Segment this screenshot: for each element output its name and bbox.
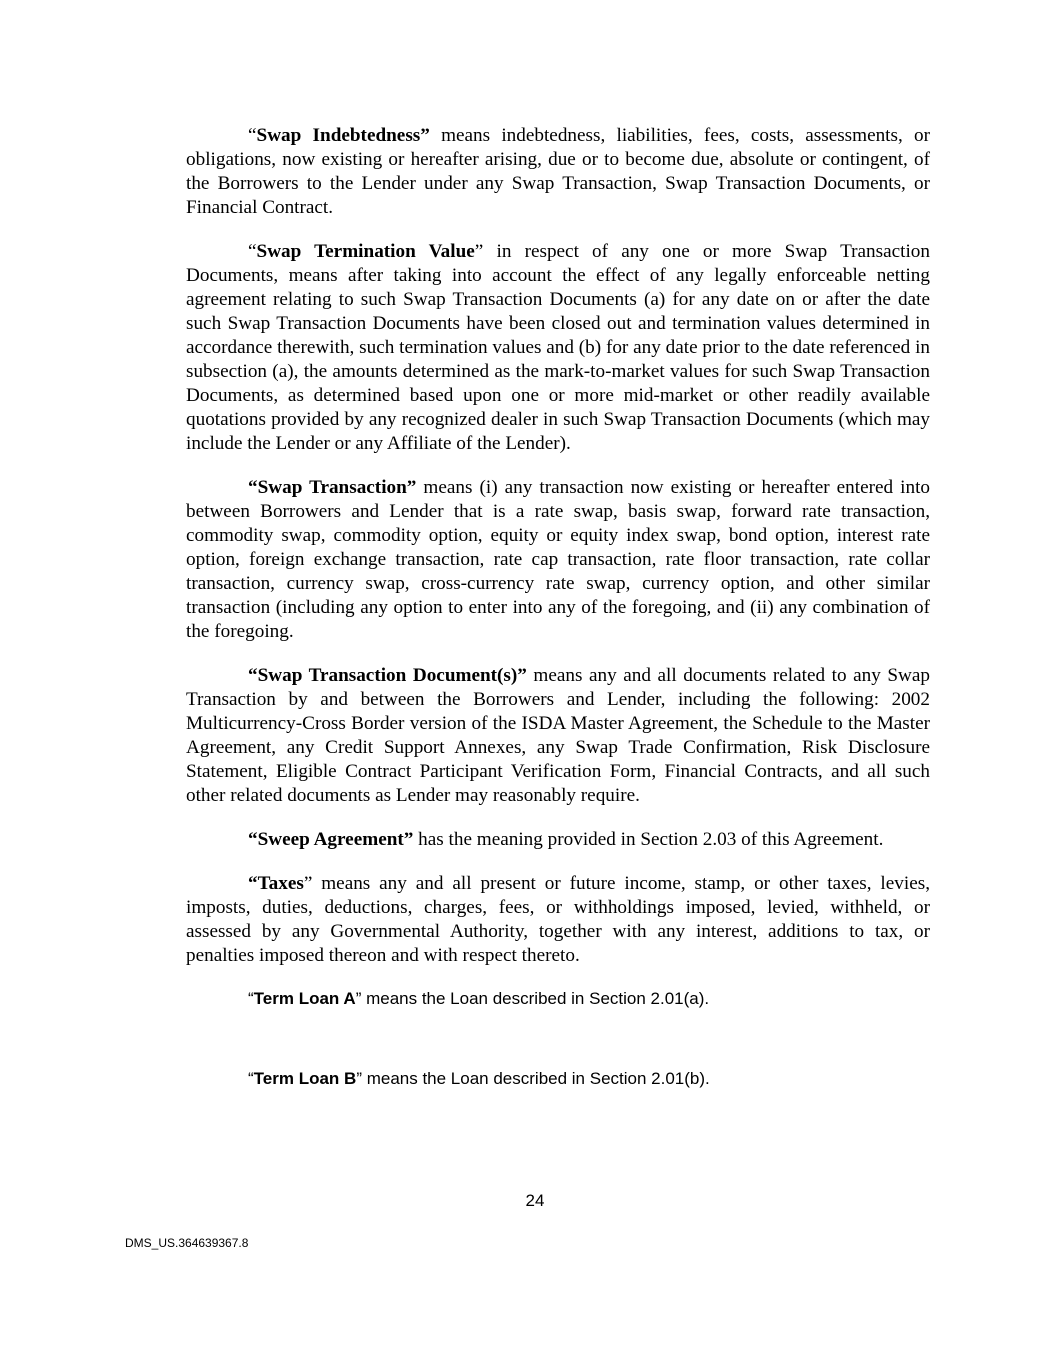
definition-text: has the meaning provided in Section 2.03 of this Agreement. <box>413 829 884 850</box>
defined-term: “Taxes <box>248 873 304 894</box>
definition-swap-transaction <box>186 476 930 644</box>
definition-text: ” means the Loan described in Section 2.01(a). <box>355 989 710 1008</box>
definition-text: in respect of any one or more Swap Transaction Documents, means after taking into account the effect of any legally enforceable netting agreement relating to such Swap Transaction Documents (a) for any date on or after the date such Swap Transaction Documents have been closed out and termination values determined in accordance therewith, such termination values and (b) for any date prior to the date referenced in subsection (a), the amounts determined as the mark-to-market values for such Swap Transaction Documents, as determined based upon one or more mid-market or other readily available quotations provided by any recognized dealer in such Swap Transaction Documents (which may include the Lender or any Affiliate of the Lender). <box>186 241 930 454</box>
definition-text: ” means the Loan described in Section 2.01(b). <box>356 1069 710 1088</box>
definition-text: means indebtedness, liabilities, fees, costs, assessments, or obligations, now existing or hereafter arising, due or to become due, absolute or contingent, of the Borrowers to the Lender under any Swap Transaction, Swap Transaction Documents, or Financial Contract. <box>186 125 930 218</box>
defined-term: Term Loan B <box>253 1069 357 1088</box>
definition-sweep-agreement <box>186 828 930 852</box>
definition-taxes <box>186 872 930 968</box>
close-quote: ” <box>474 241 484 262</box>
definition-swap-termination-value <box>186 240 930 456</box>
document-id: DMS_US.364639367.8 <box>125 1236 249 1250</box>
defined-term: Term Loan A <box>253 989 356 1008</box>
definitions-section <box>186 124 930 988</box>
definition-text: means any and all documents related to any Swap Transaction by and between the Borrowers and Lender, including the following: 2002 Multicurrency-Cross Border version of the ISDA Master Agreement, the Schedule to the Master Agreement, any Credit Support Annexes, any Swap Trade Confirmation, Risk Disclosure Statement, Eligible Contract Participant Verification Form, Financial Contracts, and all such other related documents as Lender may reasonably require. <box>186 665 930 806</box>
open-quote: “ <box>248 125 257 146</box>
defined-term: “Swap Transaction” <box>248 477 417 498</box>
open-quote: “ <box>248 1069 254 1088</box>
definition-text: means any and all present or future income, stamp, or other taxes, levies, imposts, duties, deductions, charges, fees, or withholdings imposed, levied, withheld, or assessed by any Governmental Authority, together with any interest, additions to tax, or penalties imposed thereon and with respect thereto. <box>186 873 930 966</box>
page-number: 24 <box>525 1191 545 1210</box>
definition-swap-transaction-documents <box>186 664 930 808</box>
definition-term-loan-b <box>248 1068 710 1090</box>
definition-text: means (i) any transaction now existing or hereafter entered into between Borrowers and Lender that is a rate swap, basis swap, forward rate transaction, commodity swap, commodity option, equity or equity index swap, bond option, interest rate option, foreign exchange transaction, rate cap transaction, rate floor transaction, rate collar transaction, currency swap, cross-currency rate swap, currency option, and other similar transaction (including any option to enter into any of the foregoing, and (ii) any combination of the foregoing. <box>186 477 930 642</box>
defined-term: Swap Indebtedness” <box>256 125 430 146</box>
close-quote: ” <box>303 873 313 894</box>
defined-term: “Swap Transaction Document(s)” <box>248 665 527 686</box>
defined-term: Swap Termination Value <box>256 241 475 262</box>
defined-term: “Sweep Agreement” <box>248 829 414 850</box>
open-quote: “ <box>248 989 254 1008</box>
open-quote: “ <box>248 241 257 262</box>
definition-swap-indebtedness <box>186 124 930 220</box>
definition-term-loan-a <box>248 988 709 1010</box>
